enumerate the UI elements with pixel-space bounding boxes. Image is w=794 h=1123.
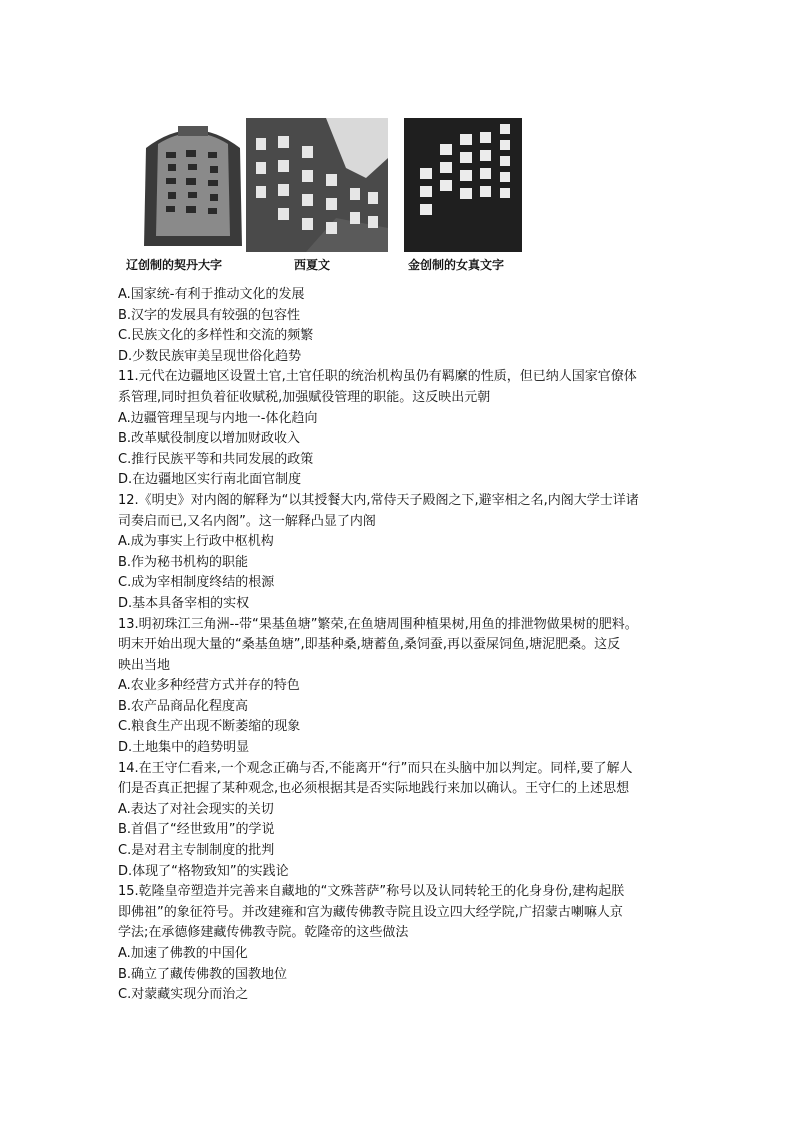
question-stem: 学法;在承德修建藏传佛教寺院。乾隆帝的这些做法 [118,925,409,941]
question-11 [118,367,678,491]
question-stem: 们是否真正把握了某种观念,也必须根据其是否实际地践行来加以确认。王守仁的上述思想 [118,781,630,797]
option-a: A.成为事实上行政中枢机构 [118,534,274,550]
option-c: C.是对君主专制制度的批判 [118,843,275,859]
figure-khitan [126,118,248,272]
option-c: C.对蒙藏实现分而治之 [118,987,249,1003]
option-d: D.少数民族审美呈现世俗化趋势 [118,348,302,364]
question-stem: 明末开始出现大量的“桑基鱼塘”,即基种桑,塘蓄鱼,桑饲蚕,再以蚕屎饲鱼,塘泥肥桑。这反 [118,637,621,653]
question-stem: 司奏启而已,又名内阁”。这一解释凸显了内阁 [118,513,376,529]
option-b: B.汉字的发展具有较强的包容性 [118,307,301,323]
figure-caption: 金创制的女真文字 [408,258,505,272]
khitan-tablet-image [138,118,248,252]
xixia-script-image [246,118,388,252]
figure-jurchen [404,118,522,272]
option-c: C.成为宰相制度终结的根源 [118,575,275,591]
option-d: D.土地集中的趋势明显 [118,740,250,756]
option-d: D.体现了“格物致知”的实践论 [118,863,289,879]
question-stem: 系管理,同时担负着征收赋税,加强赋役管理的职能。这反映出元朝 [118,389,491,405]
jurchen-script-image [404,118,522,252]
question-14 [118,759,678,883]
question-stem: 13.明初珠江三角洲--带“果基鱼塘”繁荣,在鱼塘周围种植果树,用鱼的排泄物做果树的肥料。 [118,616,638,632]
figure-caption: 西夏文 [294,258,331,272]
question-stem: 11.元代在边疆地区设置土官,土官任职的统治机构虽仍有羁縻的性质，但已纳人国家官僚体 [118,369,637,385]
question-stem: 12.《明史》对内阁的解释为“以其授餐大内,常侍天子殿阁之下,避宰相之名,内阁大学士详诸 [118,492,639,508]
question-13 [118,615,678,759]
option-a: A.表达了对社会现实的关切 [118,801,274,817]
figure-caption: 辽创制的契丹大字 [126,258,223,272]
question-stem: 映出当地 [118,657,171,673]
figures-row [126,118,538,278]
question-12 [118,491,678,615]
option-d: D.在边疆地区实行南北面官制度 [118,472,302,488]
option-b: B.农产品商品化程度高 [118,698,249,714]
option-c: C.民族文化的多样性和交流的频繁 [118,328,314,344]
question-15 [118,882,678,1006]
question-content [118,285,678,1006]
option-b: B.确立了藏传佛教的国教地位 [118,966,288,982]
option-a: A.加速了佛教的中国化 [118,946,248,961]
question-stem: 15.乾隆皇帝塑造并完善来自藏地的“文殊菩萨”称号以及认同转轮王的化身身份,建构起朕 [118,884,625,900]
option-a: A.国家统-有利于推动文化的发展 [118,287,305,302]
option-b: B.改革赋役制度以增加财政收入 [118,431,301,447]
option-b: B.首倡了“经世致用”的学说 [118,822,275,838]
option-a: A.边疆管理呈现与内地一-体化趋向 [118,410,318,426]
option-c: C.粮食生产出现不断萎缩的现象 [118,719,301,735]
option-a: A.农业多种经营方式并存的特色 [118,678,300,694]
option-c: C.推行民族平等和共同发展的政策 [118,451,314,467]
question-10-options [118,285,678,367]
option-d: D.基本具备宰相的实权 [118,595,250,611]
option-b: B.作为秘书机构的职能 [118,554,249,570]
question-stem: 即佛祖”的象征符号。并改建雍和宫为藏传佛教寺院且设立四大经学院,广招蒙古喇嘛人京 [118,904,623,920]
question-stem: 14.在王守仁看来,一个观念正确与否,不能离开“行”而只在头脑中加以判定。同样,要了解人 [118,760,633,776]
figure-xixia [246,118,388,272]
